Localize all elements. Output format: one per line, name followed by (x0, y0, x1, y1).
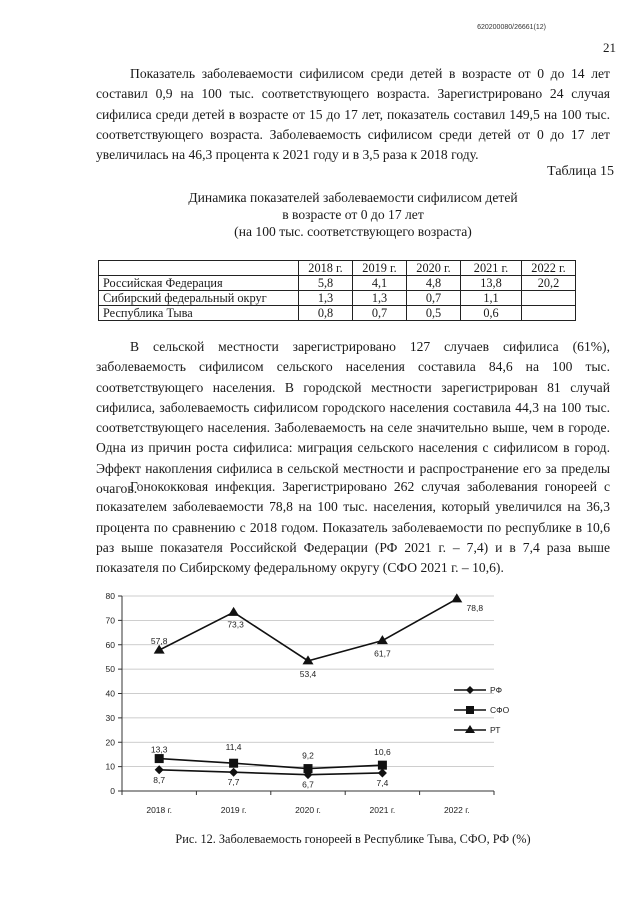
data-point (377, 635, 388, 644)
y-tick-label: 30 (105, 712, 115, 723)
table-cell: 0,8 (299, 306, 353, 321)
data-label: 13,3 (150, 744, 168, 755)
legend-label: РФ (490, 685, 503, 695)
table-cell: 4,8 (407, 276, 461, 291)
legend-marker (466, 686, 474, 694)
legend-marker (465, 725, 475, 733)
table-header-cell: 2020 г. (407, 261, 461, 276)
data-label: 78,8 (466, 602, 484, 613)
table-cell: Сибирский федеральный округ (99, 291, 299, 306)
data-label: 61,7 (374, 648, 391, 659)
data-point (378, 761, 387, 770)
y-tick-label: 80 (105, 591, 115, 601)
x-tick-label: 2021 г. (369, 805, 396, 815)
data-label: 10,6 (374, 747, 391, 758)
table-cell: 4,1 (353, 276, 407, 291)
table-cell: 13,8 (461, 276, 522, 291)
x-tick-label: 2020 г. (295, 805, 321, 815)
document-code: 620200080/26661(12) (477, 24, 546, 31)
data-label: 9,2 (302, 750, 314, 761)
series-line-РТ (159, 599, 457, 661)
table-label: Таблица 15 (547, 164, 614, 179)
table-cell (522, 306, 576, 321)
table-header-cell: 2022 г. (522, 261, 576, 276)
table-cell: 1,1 (461, 291, 522, 306)
data-point (229, 759, 238, 768)
table-cell: 0,7 (353, 306, 407, 321)
data-label: 6,7 (302, 779, 314, 790)
table-title-line: (на 100 тыс. соответствующего возраста) (234, 224, 472, 239)
table-cell: 5,8 (299, 276, 353, 291)
paragraph-gonorrhea: Гонококковая инфекция. Зарегистрировано 262 случая заболевания гонореей с показателем заболеваемости 78,8 на 100 тыс. населения, который увеличился на 36,3 процента по сравнению с 2018 годом. Показатель заболеваемости по республике в 10,6 раз выше показателя Российской Федерации (РФ 2021 г. – 7,4) и в 7,4 раза выше показателя по Сибирскому федеральному округу (СФО 2021 г. – 10,6). (96, 479, 610, 576)
x-tick-label: 2018 г. (146, 805, 173, 815)
table-cell: Республика Тыва (99, 306, 299, 321)
y-tick-label: 10 (105, 761, 115, 772)
data-label: 8,7 (153, 774, 166, 785)
data-point (229, 768, 238, 777)
table-title-line: Динамика показателей заболеваемости сифилисом детей (188, 190, 518, 205)
legend-label: РТ (490, 725, 501, 735)
x-tick-label: 2019 г. (220, 805, 247, 815)
y-tick-label: 50 (105, 664, 115, 675)
legend-label: СФО (490, 705, 510, 715)
data-point (304, 764, 313, 773)
x-tick-label: 2022 г. (443, 805, 470, 815)
paragraph-syphilis-children: Показатель заболеваемости сифилисом среди детей в возрасте от 0 до 14 лет составил 0,9 на 100 тыс. соответствующего возраста. Зарегистрировано 24 случая сифилиса среди детей в возрасте от 15 до 17 лет, показатель составил 149,5 на 100 тыс. соответствующего возраста. Заболеваемость сифилисом среди детей от 0 до 17 лет увеличилась на 46,3 процента к 2021 году и в 3,5 раза к 2018 году. (96, 66, 610, 163)
table-header-cell: 2019 г. (353, 261, 407, 276)
data-label: 53,4 (299, 668, 317, 679)
line-chart-svg (96, 578, 526, 816)
table-cell (522, 291, 576, 306)
table-cell: 0,5 (407, 306, 461, 321)
table-header-cell: 2021 г. (461, 261, 522, 276)
table-row (99, 291, 576, 306)
data-label: 11,4 (225, 742, 242, 753)
data-label: 7,7 (227, 777, 240, 788)
table-header-row (99, 261, 576, 276)
data-label: 73,3 (227, 619, 244, 630)
page-number: 21 (603, 40, 616, 55)
y-tick-label: 0 (110, 786, 115, 796)
legend-marker (466, 706, 474, 714)
table-header-cell: 2018 г. (299, 261, 353, 276)
figure-caption: Рис. 12. Заболеваемость гонореей в Республике Тыва, СФО, РФ (%) (175, 832, 531, 846)
table-cell: 0,7 (407, 291, 461, 306)
data-point (451, 593, 462, 602)
table-cell: 0,6 (461, 306, 522, 321)
table-title-line: в возрасте от 0 до 17 лет (282, 207, 424, 222)
y-tick-label: 40 (105, 688, 115, 699)
table-cell: 1,3 (299, 291, 353, 306)
syphilis-table (98, 260, 576, 321)
table-row (99, 306, 576, 321)
y-tick-label: 70 (105, 615, 115, 626)
y-tick-label: 20 (105, 737, 115, 748)
data-point (155, 754, 164, 763)
table-header-cell (99, 261, 299, 276)
paragraph-rural-urban: В сельской местности зарегистрировано 127 случаев сифилиса (61%), заболеваемость сифилисом сельского населения составила 84,6 на 100 тыс. соответствующего населения. В городской местности зарегистрирован 81 случай сифилиса, заболеваемость сифилисом городского населения составила 44,3 на 100 тыс. соответствующего населения. Заболеваемость на селе значительно выше, чем в городе. Одна из причин роста сифилиса: миграция сельского населения с сифилисом в город. Эффект накопления сифилиса в сельской местности и распространение его за пределы очагов. (96, 339, 610, 497)
table-cell: 20,2 (522, 276, 576, 291)
series-line-СФО (159, 759, 382, 769)
table-cell: Российская Федерация (99, 276, 299, 291)
table-row (99, 276, 576, 291)
series-line-РФ (159, 770, 382, 775)
data-label: 7,4 (376, 777, 389, 788)
data-point (378, 768, 387, 777)
gonorrhea-chart (96, 578, 526, 816)
data-point (228, 607, 239, 616)
y-tick-label: 60 (105, 639, 115, 650)
data-label: 57,8 (150, 636, 168, 647)
table-cell: 1,3 (353, 291, 407, 306)
table-title (96, 189, 610, 240)
